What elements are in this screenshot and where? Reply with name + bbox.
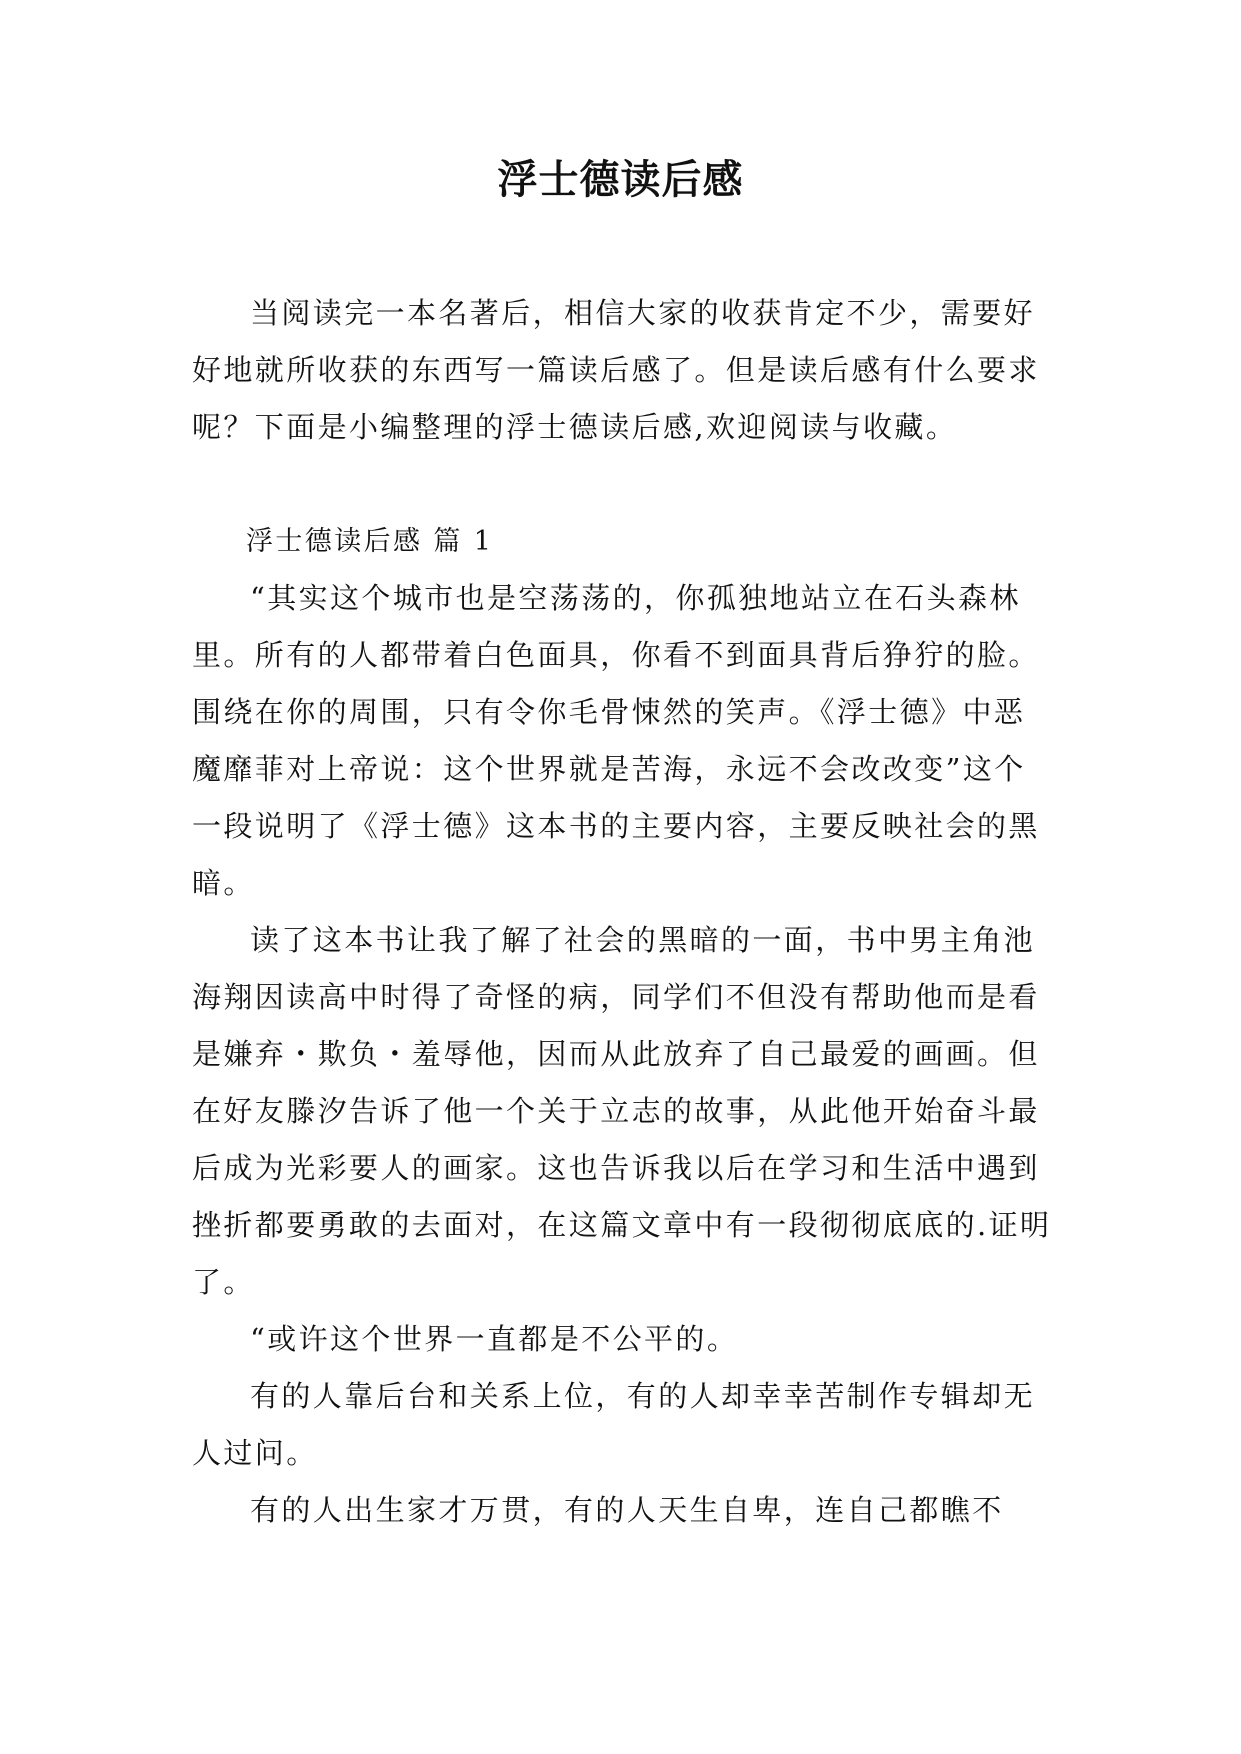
document-title: 浮士德读后感 xyxy=(497,156,744,203)
intro-paragraph: 当阅读完一本名著后，相信大家的收获肯定不少，需要好好地就所收获的东西写一篇读后感了。但是读后感有什么要求呢？下面是小编整理的浮士德读后感,欢迎阅读与收藏。 xyxy=(192,296,1040,444)
section-heading: 浮士德读后感 篇 1 xyxy=(246,526,494,557)
body-paragraph: 有的人靠后台和关系上位，有的人却幸幸苦制作专辑却无人过问。 xyxy=(192,1379,1036,1470)
body-paragraph: 读了这本书让我了解了社会的黑暗的一面，书中男主角池海翔因读高中时得了奇怪的病，同学们不但没有帮助他而是看是嫌弃・欺负・羞辱他，因而从此放弃了自己最爱的画画。但在好友滕汐告诉了他一个关于立志的故事，从此他开始奋斗最后成为光彩要人的画家。这也告诉我以后在学习和生活中遇到挫折都要勇敢的去面对，在这篇文章中有一段彻彻底底的.证明了。 xyxy=(192,923,1052,1299)
body-paragraph: “或许这个世界一直都是不公平的。 xyxy=(250,1322,739,1356)
body-paragraph: 有的人出生家才万贯，有的人天生自卑，连自己都瞧不 xyxy=(250,1493,1004,1527)
body-paragraph: “其实这个城市也是空荡荡的，你孤独地站立在石头森林里。所有的人都带着白色面具，你看不到面具背后狰狞的脸。围绕在你的周围，只有令你毛骨悚然的笑声。《浮士德》中恶魔靡菲对上帝说：这个世界就是苦海，永远不会改改变”这个一段说明了《浮士德》这本书的主要内容，主要反映社会的黑暗。 xyxy=(192,581,1040,900)
document-body xyxy=(192,285,1052,1539)
